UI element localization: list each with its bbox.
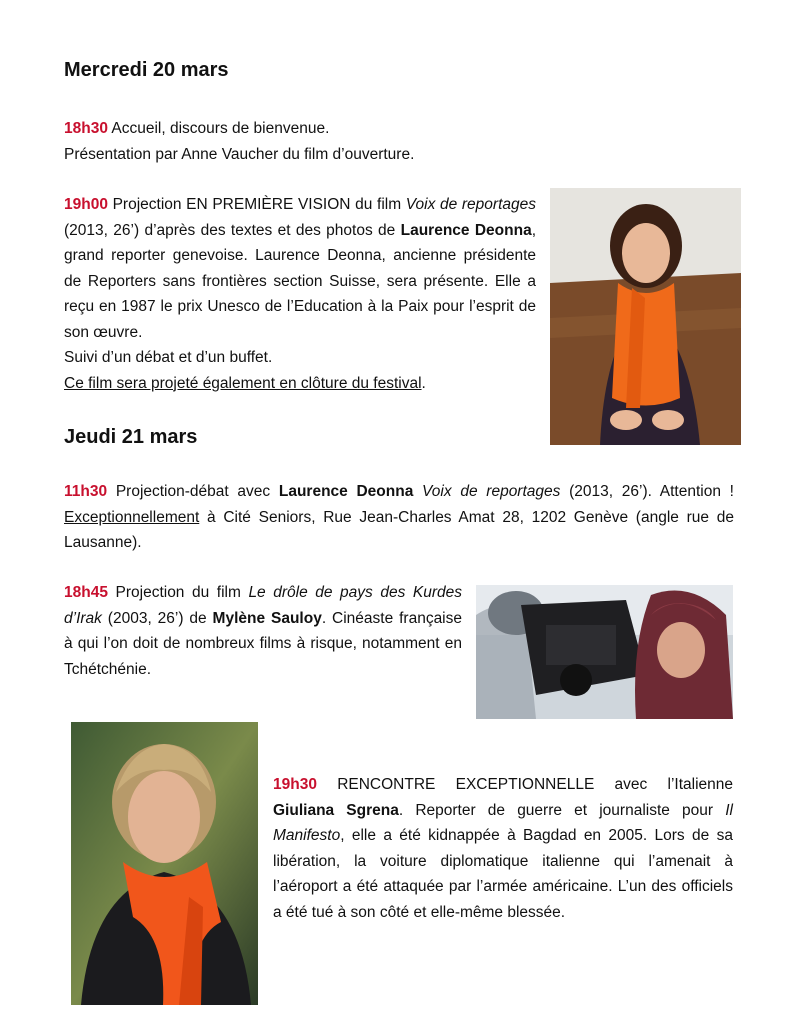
- closing-dot: .: [421, 374, 426, 392]
- event-time: 19h00: [64, 196, 108, 213]
- photo-mylene-sauloy: [476, 585, 733, 719]
- event-text: Accueil, discours de bienvenue.: [107, 120, 330, 137]
- day-heading-thursday: Jeudi 21 mars: [64, 426, 198, 448]
- event-text: (2013, 26’). Attention !: [560, 483, 734, 500]
- photo-mylene-sauloy-image: [476, 585, 733, 719]
- event-19h30: [273, 772, 733, 925]
- photo-giuliana-sgrena: [71, 722, 258, 1005]
- event-time: 19h30: [273, 776, 317, 793]
- event-text: . Reporter de guerre et journaliste pour: [398, 801, 726, 819]
- person-name: Laurence Deonna: [278, 483, 414, 500]
- event-text: Présentation par Anne Vaucher du film d’ouverture.: [64, 145, 415, 163]
- closing-note: Ce film sera projeté également en clôture du festival: [64, 374, 422, 392]
- event-time: 18h30: [64, 120, 108, 137]
- person-name: Giuliana Sgrena: [273, 801, 399, 819]
- event-text: (2013, 26’) d’après des textes et des photos de: [64, 221, 401, 239]
- buffet-note: Suivi d’un débat et d’un buffet.: [64, 349, 273, 366]
- film-title: Voix de reportages: [405, 196, 536, 213]
- day-heading-wednesday: Mercredi 20 mars: [64, 59, 229, 81]
- newspaper-name: Il Manifesto: [273, 801, 733, 844]
- event-18h45: [64, 580, 462, 682]
- event-18h30: [64, 116, 544, 167]
- photo-giuliana-sgrena-image: [71, 722, 258, 1005]
- event-text: (2003, 26’) de: [101, 609, 213, 627]
- event-time: 11h30: [64, 483, 108, 500]
- film-title: Voix de reportages: [422, 483, 561, 500]
- event-text: Projection du film: [107, 584, 249, 601]
- event-text: RENCONTRE EXCEPTIONNELLE avec l’Italienne: [316, 776, 733, 793]
- photo-laurence-deonna-image: [550, 188, 741, 445]
- person-name: Mylène Sauloy: [212, 609, 322, 627]
- event-text: , grand reporter genevoise. Laurence Deonna, ancienne présidente de Reporters sans frontières section Suisse, sera présente. Elle a reçu en 1987 le prix Unesco de l’Education à la Paix pour l’esprit de son œuvre.: [64, 221, 537, 341]
- person-name: Laurence Deonna: [400, 221, 532, 239]
- event-text: à Cité Seniors, Rue Jean-Charles Amat 28, 1202 Genève (angle rue de Lausanne).: [64, 508, 734, 551]
- photo-laurence-deonna: [550, 188, 741, 445]
- event-19h00-notes: [64, 345, 536, 396]
- event-text: Projection-débat avec: [107, 483, 279, 500]
- event-time: 18h45: [64, 584, 108, 601]
- event-text: , elle a été kidnappée à Bagdad en 2005. Lors de sa libération, la voiture diplomatique italienne qui l’amenait à l’aéroport a été attaquée par l’armée américaine. L’un des officiels a été tué à son côté et elle-même blessée.: [273, 827, 733, 921]
- film-title: Le drôle de pays des Kurdes d’Irak: [64, 584, 462, 627]
- event-text: . Cinéaste française à qui l’on doit de nombreux films à risque, notamment en Tchétchénie.: [64, 609, 462, 678]
- exceptionally-note: Exceptionnellement: [64, 508, 200, 526]
- event-text: Projection EN PREMIÈRE VISION du film: [107, 196, 406, 213]
- event-text: [413, 483, 422, 500]
- event-19h00: [64, 192, 536, 345]
- event-11h30: [64, 479, 734, 556]
